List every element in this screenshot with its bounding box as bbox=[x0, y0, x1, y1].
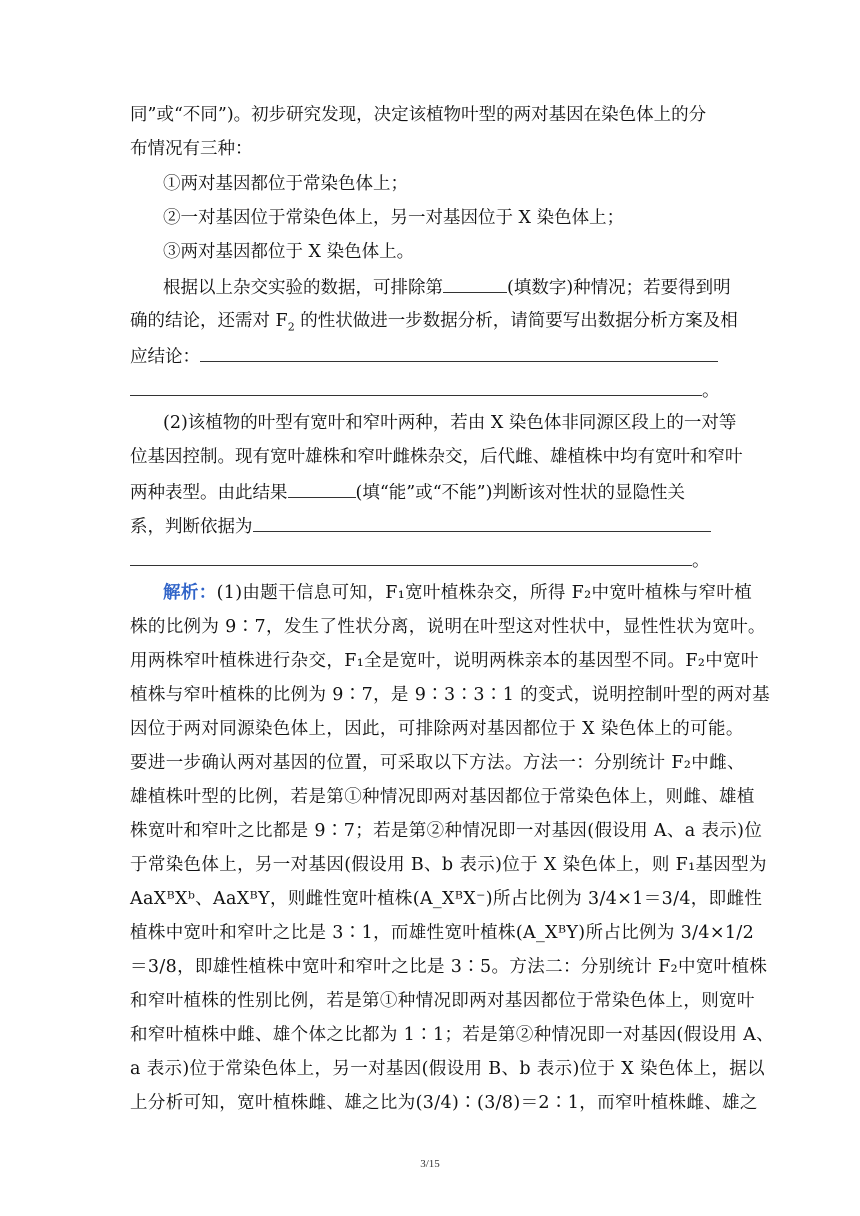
question-text: 的性状做进一步数据分析，请简要写出数据分析方案及相 bbox=[294, 311, 738, 331]
question-2-line bbox=[130, 479, 685, 505]
question-text: 根据以上杂交实验的数据，可排除第 bbox=[163, 278, 443, 298]
option-2: ②一对基因位于常染色体上，另一对基因位于 X 染色体上； bbox=[163, 208, 625, 228]
analysis-line: 雄植株叶型的比例，若是第①种情况即两对基因都位于常染色体上，则雌、雄植 bbox=[130, 787, 755, 807]
analysis-line: AaXᴮXᵇ、AaXᴮY，则雌性宽叶植株(A_XᴮX⁻)所占比例为 3/4×1＝3/4，即雌性 bbox=[130, 889, 763, 909]
question-text-line bbox=[130, 377, 720, 403]
analysis-line: 因位于两对同源染色体上，因此，可排除两对基因都位于 X 染色体上的可能。 bbox=[130, 719, 744, 739]
question-2-line bbox=[130, 547, 710, 573]
question-text: 两种表型。由此结果 bbox=[130, 483, 288, 503]
question-text: (填数字)种情况；若要得到明 bbox=[507, 278, 731, 298]
analysis-line: 和窄叶植株中雌、雄个体之比都为 1∶1；若是第②种情况即一对基因(假设用 A、 bbox=[130, 1025, 775, 1045]
answer-blank[interactable] bbox=[130, 547, 692, 566]
analysis-line: a 表示)位于常染色体上，另一对基因(假设用 B、b 表示)位于 X 染色体上，据以 bbox=[130, 1059, 765, 1079]
analysis-line: 株的比例为 9∶7，发生了性状分离，说明在叶型这对性状中，显性性状为宽叶。 bbox=[130, 617, 766, 637]
analysis-line: 和窄叶植株的性别比例，若是第①种情况即两对基因都位于常染色体上，则宽叶 bbox=[130, 991, 755, 1011]
question-text: 应结论： bbox=[130, 347, 200, 367]
end-mark: 。 bbox=[692, 551, 710, 571]
question-text-line bbox=[163, 274, 731, 300]
answer-blank[interactable] bbox=[200, 343, 718, 362]
question-2-line bbox=[130, 513, 711, 539]
analysis-line: 上分析可知，宽叶植株雌、雄之比为(3/4)∶(3/8)＝2∶1，而窄叶植株雌、雄之 bbox=[130, 1093, 758, 1113]
question-text-line: 布情况有三种： bbox=[130, 139, 253, 159]
analysis-line: 株宽叶和窄叶之比都是 9∶7；若是第②种情况即一对基因(假设用 A、a 表示)位 bbox=[130, 821, 763, 841]
page-number: 3/15 bbox=[420, 1158, 440, 1170]
question-text-line: 同”或“不同”)。初步研究发现，决定该植物叶型的两对基因在染色体上的分 bbox=[130, 105, 707, 125]
answer-blank[interactable] bbox=[130, 377, 702, 396]
analysis-line: 植株中宽叶和窄叶之比是 3∶1，而雄性宽叶植株(A_XᴮY)所占比例为 3/4×1/2 bbox=[130, 923, 755, 943]
question-text-line bbox=[130, 309, 738, 333]
analysis-line: 于常染色体上，另一对基因(假设用 B、b 表示)位于 X 染色体上，则 F₁基因型为 bbox=[130, 855, 767, 875]
analysis-line: 要进一步确认两对基因的位置，可采取以下方法。方法一：分别统计 F₂中雌、 bbox=[130, 753, 745, 773]
question-text: 确的结论，还需对 F bbox=[130, 311, 288, 331]
analysis-text: (1)由题干信息可知，F₁宽叶植株杂交，所得 F₂中宽叶植株与窄叶植 bbox=[216, 583, 753, 603]
option-3: ③两对基因都位于 X 染色体上。 bbox=[163, 242, 415, 262]
analysis-label: 解析： bbox=[163, 583, 217, 603]
subscript: 2 bbox=[287, 320, 295, 334]
analysis-line bbox=[163, 581, 752, 605]
answer-blank[interactable] bbox=[443, 274, 507, 293]
question-text: (填“能”或“不能”)判断该对性状的显隐性关 bbox=[355, 483, 685, 503]
option-1: ①两对基因都位于常染色体上； bbox=[163, 174, 408, 194]
end-mark: 。 bbox=[702, 381, 720, 401]
analysis-line: 植株与窄叶植株的比例为 9∶7，是 9∶3∶3∶1 的变式，说明控制叶型的两对基 bbox=[130, 685, 770, 705]
analysis-line: ＝3/8，即雄性植株中宽叶和窄叶之比是 3∶5。方法二：分别统计 F₂中宽叶植株 bbox=[130, 957, 768, 977]
question-2-line: (2)该植物的叶型有宽叶和窄叶两种，若由 X 染色体非同源区段上的一对等 bbox=[163, 413, 737, 433]
question-2-line: 位基因控制。现有宽叶雄株和窄叶雌株杂交，后代雌、雄植株中均有宽叶和窄叶 bbox=[130, 447, 743, 467]
answer-blank[interactable] bbox=[288, 479, 356, 498]
answer-blank[interactable] bbox=[253, 513, 711, 532]
question-text: 系，判断依据为 bbox=[130, 517, 253, 537]
question-text-line bbox=[130, 343, 718, 369]
analysis-line: 用两株窄叶植株进行杂交，F₁全是宽叶，说明两株亲本的基因型不同。F₂中宽叶 bbox=[130, 651, 759, 671]
